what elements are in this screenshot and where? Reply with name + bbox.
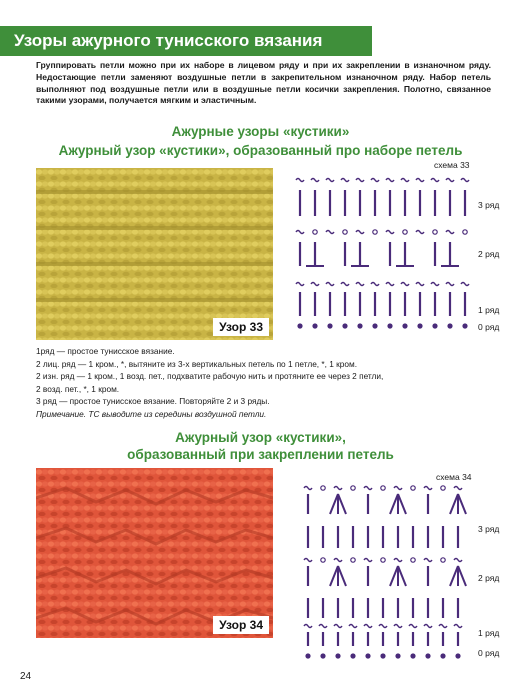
pattern34-photo — [36, 468, 273, 638]
chain-symbol — [373, 230, 377, 234]
tilde-symbol — [356, 283, 364, 286]
tilde-symbol — [401, 283, 409, 286]
foundation-dot — [455, 653, 460, 658]
tilde-symbol — [416, 179, 424, 182]
fan-stroke — [390, 566, 398, 586]
chain-symbol — [411, 486, 415, 490]
chain-symbol — [381, 486, 385, 490]
scheme33-row3-label: 3 ряд — [478, 200, 500, 210]
tilde-symbol — [446, 283, 454, 286]
tilde-symbol — [319, 625, 327, 628]
chain-symbol — [411, 558, 415, 562]
fan-stroke — [330, 566, 338, 586]
tilde-symbol — [439, 625, 447, 628]
foundation-dot — [305, 653, 310, 658]
scheme33-label: схема 33 — [434, 160, 470, 170]
tilde-symbol — [371, 179, 379, 182]
desc-line: 2 лиц. ряд — 1 кром., *, вытяните из 3-х вертикальных петель по 1 петле, *, 1 кром. — [36, 358, 358, 369]
foundation-dot — [335, 653, 340, 658]
fan-stroke — [390, 494, 398, 514]
scheme34-row1-label: 1 ряд — [478, 628, 500, 638]
tilde-symbol — [296, 231, 304, 234]
foundation-dot — [432, 323, 437, 328]
scheme34-diagram — [300, 482, 472, 662]
tilde-symbol — [326, 231, 334, 234]
tilde-symbol — [379, 625, 387, 628]
chain-symbol — [403, 230, 407, 234]
tilde-symbol — [296, 179, 304, 182]
fan-stroke — [458, 494, 466, 514]
tilde-symbol — [454, 487, 462, 490]
tilde-symbol — [386, 231, 394, 234]
fan-stroke — [398, 566, 406, 586]
scheme33-row0-label: 0 ряд — [478, 322, 500, 332]
chain-symbol — [433, 230, 437, 234]
tilde-symbol — [416, 283, 424, 286]
scheme34-row0-label: 0 ряд — [478, 648, 500, 658]
pattern34-heading-line2: образованный при закреплении петель — [127, 447, 394, 462]
intro-paragraph: Группировать петли можно при их наборе в лицевом ряду и при их закреплении в изнаночном ряду. Недостающие петли заменяют воздушные петли в закрепительном изнаночном ряду. Набор петель выполняют под воздушные петли или в воздушные петли косички закрепления. Полотно, связанное такими узорами, получается мягким и эластичным. — [36, 60, 491, 106]
pattern33-description — [36, 345, 496, 421]
fan-stroke — [450, 494, 458, 514]
red-knit-texture — [36, 468, 273, 638]
pattern34-label: Узор 34 — [213, 616, 269, 634]
foundation-dot — [320, 653, 325, 658]
tilde-symbol — [326, 283, 334, 286]
tilde-symbol — [304, 625, 312, 628]
page-number: 24 — [20, 671, 32, 682]
chain-symbol — [321, 486, 325, 490]
tilde-symbol — [394, 559, 402, 562]
foundation-dot — [440, 653, 445, 658]
chain-symbol — [343, 230, 347, 234]
chain-symbol — [441, 558, 445, 562]
tilde-symbol — [341, 283, 349, 286]
tilde-symbol — [461, 283, 469, 286]
desc-line: 3 ряд — простое тунисское вязание. Повторяйте 2 и 3 ряды. — [36, 396, 270, 407]
foundation-dot — [387, 323, 392, 328]
scheme33-diagram — [292, 170, 472, 332]
tilde-symbol — [454, 625, 462, 628]
foundation-dot — [402, 323, 407, 328]
tilde-symbol — [364, 487, 372, 490]
tilde-symbol — [386, 283, 394, 286]
desc-note: Примечание. ТС выводите из середины воздушной петли. — [36, 408, 267, 419]
desc-line: 2 возд. пет., *, 1 кром. — [36, 383, 120, 394]
tilde-symbol — [334, 559, 342, 562]
pattern33-photo — [36, 168, 273, 340]
foundation-dot — [297, 323, 302, 328]
foundation-dot — [342, 323, 347, 328]
fan-stroke — [338, 494, 346, 514]
tilde-symbol — [304, 487, 312, 490]
chain-symbol — [351, 486, 355, 490]
tilde-symbol — [349, 625, 357, 628]
fan-stroke — [398, 494, 406, 514]
foundation-dot — [462, 323, 467, 328]
tilde-symbol — [311, 179, 319, 182]
tilde-symbol — [371, 283, 379, 286]
tilde-symbol — [446, 179, 454, 182]
tilde-symbol — [401, 179, 409, 182]
foundation-dot — [417, 323, 422, 328]
tilde-symbol — [326, 179, 334, 182]
tilde-symbol — [341, 179, 349, 182]
tilde-symbol — [311, 283, 319, 286]
foundation-dot — [372, 323, 377, 328]
foundation-dot — [327, 323, 332, 328]
tilde-symbol — [394, 625, 402, 628]
fan-stroke — [338, 566, 346, 586]
fan-stroke — [458, 566, 466, 586]
yellow-knit-texture — [36, 168, 273, 340]
tilde-symbol — [424, 559, 432, 562]
fan-stroke — [450, 566, 458, 586]
pattern33-heading: Ажурный узор «кустики», образованный про наборе петель — [58, 143, 463, 158]
tilde-symbol — [364, 559, 372, 562]
chain-symbol — [381, 558, 385, 562]
scheme34-row3-label: 3 ряд — [478, 524, 500, 534]
tilde-symbol — [334, 625, 342, 628]
foundation-dot — [350, 653, 355, 658]
tilde-symbol — [334, 487, 342, 490]
tilde-symbol — [431, 283, 439, 286]
foundation-dot — [357, 323, 362, 328]
section-title: Ажурные узоры «кустики» — [171, 124, 350, 139]
chain-symbol — [351, 558, 355, 562]
foundation-dot — [380, 653, 385, 658]
foundation-dot — [425, 653, 430, 658]
tilde-symbol — [431, 179, 439, 182]
tilde-symbol — [386, 179, 394, 182]
foundation-dot — [312, 323, 317, 328]
tilde-symbol — [446, 231, 454, 234]
desc-line: 1ряд — простое тунисское вязание. — [36, 346, 175, 356]
tilde-symbol — [416, 231, 424, 234]
pattern34-heading-line1: Ажурный узор «кустики», — [175, 430, 346, 445]
chain-symbol — [321, 558, 325, 562]
tilde-symbol — [394, 487, 402, 490]
scheme33-row2-label: 2 ряд — [478, 249, 500, 259]
scheme33-row1-label: 1 ряд — [478, 305, 500, 315]
tilde-symbol — [409, 625, 417, 628]
pattern33-label: Узор 33 — [213, 318, 269, 336]
tilde-symbol — [304, 559, 312, 562]
scheme34-label: схема 34 — [436, 472, 472, 482]
chain-symbol — [441, 486, 445, 490]
tilde-symbol — [454, 559, 462, 562]
chain-symbol — [463, 230, 467, 234]
tilde-symbol — [424, 487, 432, 490]
foundation-dot — [365, 653, 370, 658]
tilde-symbol — [364, 625, 372, 628]
page-title: Узоры ажурного тунисского вязания — [0, 26, 372, 56]
desc-line: 2 изн. ряд — 1 кром., 1 возд. пет., подхватите рабочую нить и протяните ее через 2 петли, — [36, 371, 384, 382]
foundation-dot — [447, 323, 452, 328]
tilde-symbol — [296, 283, 304, 286]
tilde-symbol — [356, 231, 364, 234]
tilde-symbol — [461, 179, 469, 182]
chain-symbol — [313, 230, 317, 234]
fan-stroke — [330, 494, 338, 514]
foundation-dot — [395, 653, 400, 658]
tilde-symbol — [424, 625, 432, 628]
foundation-dot — [410, 653, 415, 658]
tilde-symbol — [356, 179, 364, 182]
scheme34-row2-label: 2 ряд — [478, 573, 500, 583]
